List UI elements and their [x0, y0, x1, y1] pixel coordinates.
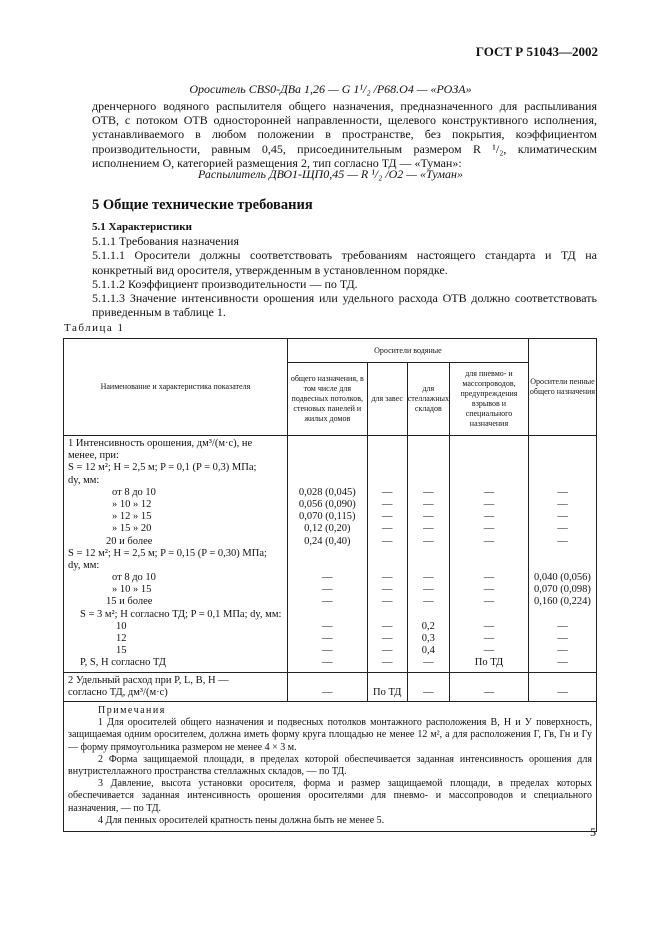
- row1-value: —: [557, 486, 568, 498]
- row1-value: [288, 560, 367, 572]
- row1-label-line: dy, мм:: [68, 559, 100, 571]
- row1-value: —: [322, 657, 333, 669]
- row1-value: [408, 475, 449, 487]
- row1-label-line: » 10 » 12: [112, 498, 152, 510]
- row1-curtain: [367, 436, 407, 673]
- row1-value: 0,24 (0,40): [304, 535, 351, 547]
- row1-value: —: [483, 486, 495, 498]
- header-curtain: для завес: [367, 363, 407, 436]
- row1-label-line: менее, при:: [68, 450, 119, 462]
- row1-value: [450, 560, 528, 572]
- table-caption: Таблица 1: [64, 322, 125, 334]
- row1-value: [529, 462, 596, 474]
- row1-value: [450, 609, 528, 621]
- row1-value: —: [381, 584, 393, 596]
- clause-5-1: 5.1 Характеристики: [92, 221, 192, 233]
- row1-value: [529, 475, 596, 487]
- row1-label-line: » 12 » 15: [112, 511, 152, 523]
- header-general: общего назначения, в том числе для подвесных потолков, стеновых панелей и жилых домов: [287, 363, 367, 436]
- table-row-intensity: [64, 436, 597, 673]
- row1-value: [408, 450, 449, 462]
- row1-value: [288, 450, 367, 462]
- page-number: 5: [590, 825, 596, 839]
- row1-value: —: [557, 523, 568, 535]
- header-pneumo: для пневмо- и массопроводов, предупреждения взрывов и специального назначения: [449, 363, 528, 436]
- row1-value: [529, 560, 596, 572]
- row1-value: [529, 438, 596, 450]
- row1-value: —: [483, 498, 495, 510]
- row1-value: —: [557, 657, 568, 669]
- row1-value: [288, 438, 367, 450]
- row1-value: —: [381, 633, 393, 644]
- row1-value: [288, 462, 367, 474]
- row1-value: [288, 609, 367, 621]
- clause-5-1-1: 5.1.1 Требования назначения: [92, 234, 239, 249]
- example-designation-sprinkler: Ороситель CBS0-ДВа 1,26 — G 1¹/₂ /Р68.О4 — «РОЗА»: [189, 82, 472, 96]
- row1-label-line: 1 Интенсивность орошения, дм³/(м·с), не: [68, 438, 253, 449]
- row2-general: —: [287, 672, 367, 701]
- row1-value: —: [423, 535, 434, 547]
- row1-value: [368, 475, 407, 487]
- row1-labels: [64, 436, 288, 673]
- row1-value: —: [483, 523, 495, 535]
- row1-label-line: 15: [116, 645, 127, 657]
- row2-label-line: согласно ТД, дм³/(м·с): [68, 686, 168, 698]
- row1-value: —: [322, 620, 333, 632]
- row1-value: [450, 438, 528, 450]
- row1-value: —: [483, 572, 495, 584]
- row1-value: —: [557, 535, 568, 547]
- row1-general: [287, 436, 367, 673]
- note-item: 3 Давление, высота установки оросителя, форма и размер защищаемой площади, в пределах которых обеспечивается заданная интенсивность орошения оросителями для пневмо- и массопроводов и специального назначения, — по ТД.: [68, 778, 592, 814]
- row2-labels: [64, 672, 288, 701]
- row1-value: 0,4: [421, 645, 435, 657]
- row1-value: —: [483, 633, 495, 644]
- row1-value: —: [557, 620, 568, 632]
- row1-value: —: [423, 523, 434, 535]
- row1-value: [408, 462, 449, 474]
- row1-value: [450, 475, 528, 487]
- row1-label-line: 20 и более: [106, 535, 153, 547]
- row1-value: —: [381, 645, 393, 657]
- notes-title: Примечания: [98, 704, 166, 716]
- row1-value: [529, 450, 596, 462]
- row1-label-line: S = 3 м²; H согласно ТД; P = 0,1 МПа; dy, мм:: [80, 608, 282, 620]
- clauses-block: [92, 220, 597, 319]
- row1-value: —: [423, 657, 434, 669]
- row1-value: —: [381, 535, 393, 547]
- row1-value: [368, 560, 407, 572]
- clause-5-1-1-2: 5.1.1.2 Коэффициент производительности — по ТД.: [92, 276, 358, 291]
- row1-label-line: 15 и более: [106, 596, 153, 608]
- row1-value: [368, 450, 407, 462]
- row1-value: —: [483, 645, 495, 657]
- row1-value: [408, 609, 449, 621]
- row1-value: [408, 560, 449, 572]
- row1-label-line: S = 12 м²; H = 2,5 м; P = 0,15 (P = 0,30) МПа;: [68, 547, 267, 559]
- row1-value: —: [322, 572, 333, 584]
- row1-value: 0,070 (0,098): [534, 584, 591, 596]
- row1-value: —: [423, 486, 434, 498]
- row1-value: —: [423, 572, 434, 584]
- paragraph-sprayer-description: дренчерного водяного распылителя общего назначения, предназначенного для распыливания ОТВ, с потоком ОТВ односторонней направленности, щелевого конструктивного исполнения, устанавливаемого в любом положении в пространстве, без покрытия, коэффициентом производительности, равным 0,45, присоединительным размером R ¹/₂, климатическим исполнением О, категорией размещения 2, тип согласно ТД — «Туман»:: [92, 99, 597, 170]
- row1-value: —: [423, 584, 434, 596]
- row1-label-line: dy, мм:: [68, 474, 100, 486]
- row1-label-line: 10: [116, 620, 127, 632]
- row1-value: —: [381, 572, 393, 584]
- row1-label-line: P, S, H согласно ТД: [80, 657, 166, 669]
- row1-value: [368, 438, 407, 450]
- row1-value: [288, 475, 367, 487]
- row1-value: [529, 609, 596, 621]
- note-item: 1 Для оросителей общего назначения и подвесных потолков монтажного расположения В, Н и У поверхность, защищаемая одним оросителем, должна иметь форму круга площадью не менее 12 м², а для расположения Г, Гв, Гн и Гу — форму прямоугольника размером не менее 4 × 3 м.: [68, 717, 592, 753]
- row1-value: —: [322, 645, 333, 657]
- row1-value: [368, 548, 407, 560]
- row1-value: [408, 438, 449, 450]
- row1-value: —: [322, 633, 333, 644]
- row1-value: 0,056 (0,090): [298, 498, 356, 510]
- row1-value: —: [381, 657, 393, 669]
- row1-value: —: [423, 596, 434, 608]
- row1-value: [450, 548, 528, 560]
- row1-value: —: [381, 486, 393, 498]
- row1-value: [368, 462, 407, 474]
- row1-rack: [407, 436, 449, 673]
- header-name: Наименование и характеристика показателя: [64, 339, 288, 436]
- row1-value: —: [557, 498, 568, 510]
- row1-value: —: [483, 511, 495, 523]
- clause-5-1-1-3: 5.1.1.3 Значение интенсивности орошения или удельного расхода ОТВ должно соответствовать приведенным в таблице 1.: [92, 291, 597, 320]
- note-item: 4 Для пенных оросителей кратность пены должна быть не менее 5.: [98, 814, 385, 826]
- header-rack: для стеллажных складов: [407, 363, 449, 436]
- row2-rack: —: [407, 672, 449, 701]
- standard-header: ГОСТ Р 51043—2002: [475, 44, 598, 59]
- clause-5-1-1-1: 5.1.1.1 Оросители должны соответствовать требованиям настоящего стандарта и ТД на конкретный вид оросителя, утвержденным в установленном порядке.: [92, 248, 597, 277]
- row1-value: —: [381, 620, 393, 632]
- header-water-group: Оросители водяные: [287, 339, 528, 363]
- row1-foam: [528, 436, 596, 673]
- row1-value: —: [381, 498, 393, 510]
- row1-value: —: [423, 511, 434, 523]
- row1-value: —: [322, 584, 333, 596]
- row1-value: —: [557, 633, 568, 644]
- row1-value: —: [557, 511, 568, 523]
- row1-value: —: [483, 596, 495, 608]
- row1-value: [529, 548, 596, 560]
- row1-value: —: [322, 596, 333, 608]
- row1-label-line: от 8 до 10: [112, 572, 156, 584]
- row1-value: —: [381, 596, 393, 608]
- row1-value: 0,040 (0,056): [534, 572, 591, 584]
- table-1: [63, 338, 597, 832]
- row1-value: [450, 462, 528, 474]
- row1-value: —: [557, 645, 568, 657]
- row1-value: [408, 548, 449, 560]
- row1-value: —: [381, 523, 393, 535]
- row1-value: —: [483, 584, 495, 596]
- row1-value: 0,2: [421, 620, 435, 632]
- section-title: 5 Общие технические требования: [92, 197, 313, 213]
- row1-value: 0,3: [421, 633, 435, 644]
- row1-value: По ТД: [474, 657, 504, 669]
- row1-value: —: [381, 511, 393, 523]
- row1-label-line: S = 12 м²; H = 2,5 м; P = 0,1 (P = 0,3) МПа;: [68, 462, 257, 474]
- row2-foam: —: [528, 672, 596, 701]
- row1-value: 0,160 (0,224): [534, 596, 591, 608]
- row1-value: 0,070 (0,115): [299, 511, 356, 523]
- row1-label-line: » 10 » 15: [112, 584, 152, 596]
- row1-value: 0,12 (0,20): [304, 523, 351, 535]
- example-designation-sprayer: Распылитель ДВО1-ЩП0,45 — R ¹/₂ /О2 — «Туман»: [198, 167, 463, 181]
- note-item: 2 Форма защищаемой площади, в пределах которой обеспечивается заданная интенсивность орошения для внутристеллажного пространства стеллажных складов, — по ТД.: [68, 753, 592, 777]
- table-notes-row: [64, 701, 597, 831]
- row1-value: —: [483, 620, 495, 632]
- row1-value: [368, 609, 407, 621]
- row1-pneumo: [449, 436, 528, 673]
- row1-label-line: от 8 до 10: [112, 486, 156, 498]
- table-row-specific-flow: [64, 672, 597, 701]
- row1-value: —: [423, 498, 434, 510]
- table-notes: [64, 701, 597, 831]
- row1-label-line: 12: [116, 633, 127, 644]
- row1-value: —: [483, 535, 495, 547]
- row1-value: [450, 450, 528, 462]
- row1-value: 0,028 (0,045): [298, 486, 356, 498]
- row2-curtain: По ТД: [367, 672, 407, 701]
- row2-label-line: 2 Удельный расход при P, L, B, H —: [68, 674, 229, 686]
- row1-value: [288, 548, 367, 560]
- row2-pneumo: —: [449, 672, 528, 701]
- header-foam: Оросители пенные общего назначения: [528, 339, 596, 436]
- row1-label-line: » 15 » 20: [112, 523, 152, 535]
